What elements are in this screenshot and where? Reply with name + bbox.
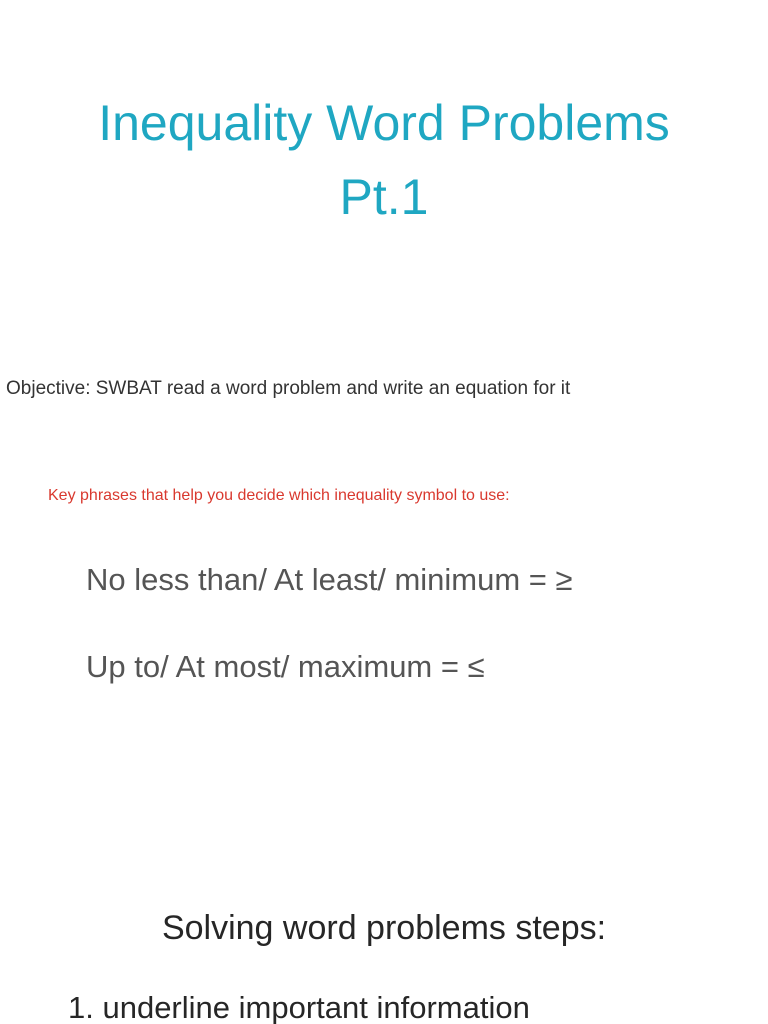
step-item: 1. underline important information bbox=[68, 990, 530, 1024]
rule-less-equal: Up to/ At most/ maximum = ≤ bbox=[86, 649, 485, 684]
key-phrases-heading: Key phrases that help you decide which inequality symbol to use: bbox=[48, 487, 510, 504]
title-line-2: Pt.1 bbox=[339, 169, 429, 225]
title-line-1: Inequality Word Problems bbox=[98, 95, 670, 151]
steps-heading: Solving word problems steps: bbox=[161, 909, 607, 947]
page-title bbox=[0, 86, 768, 234]
rule-greater-equal: No less than/ At least/ minimum = ≥ bbox=[86, 562, 573, 597]
objective-text: Objective: SWBAT read a word problem and write an equation for it bbox=[6, 378, 571, 399]
